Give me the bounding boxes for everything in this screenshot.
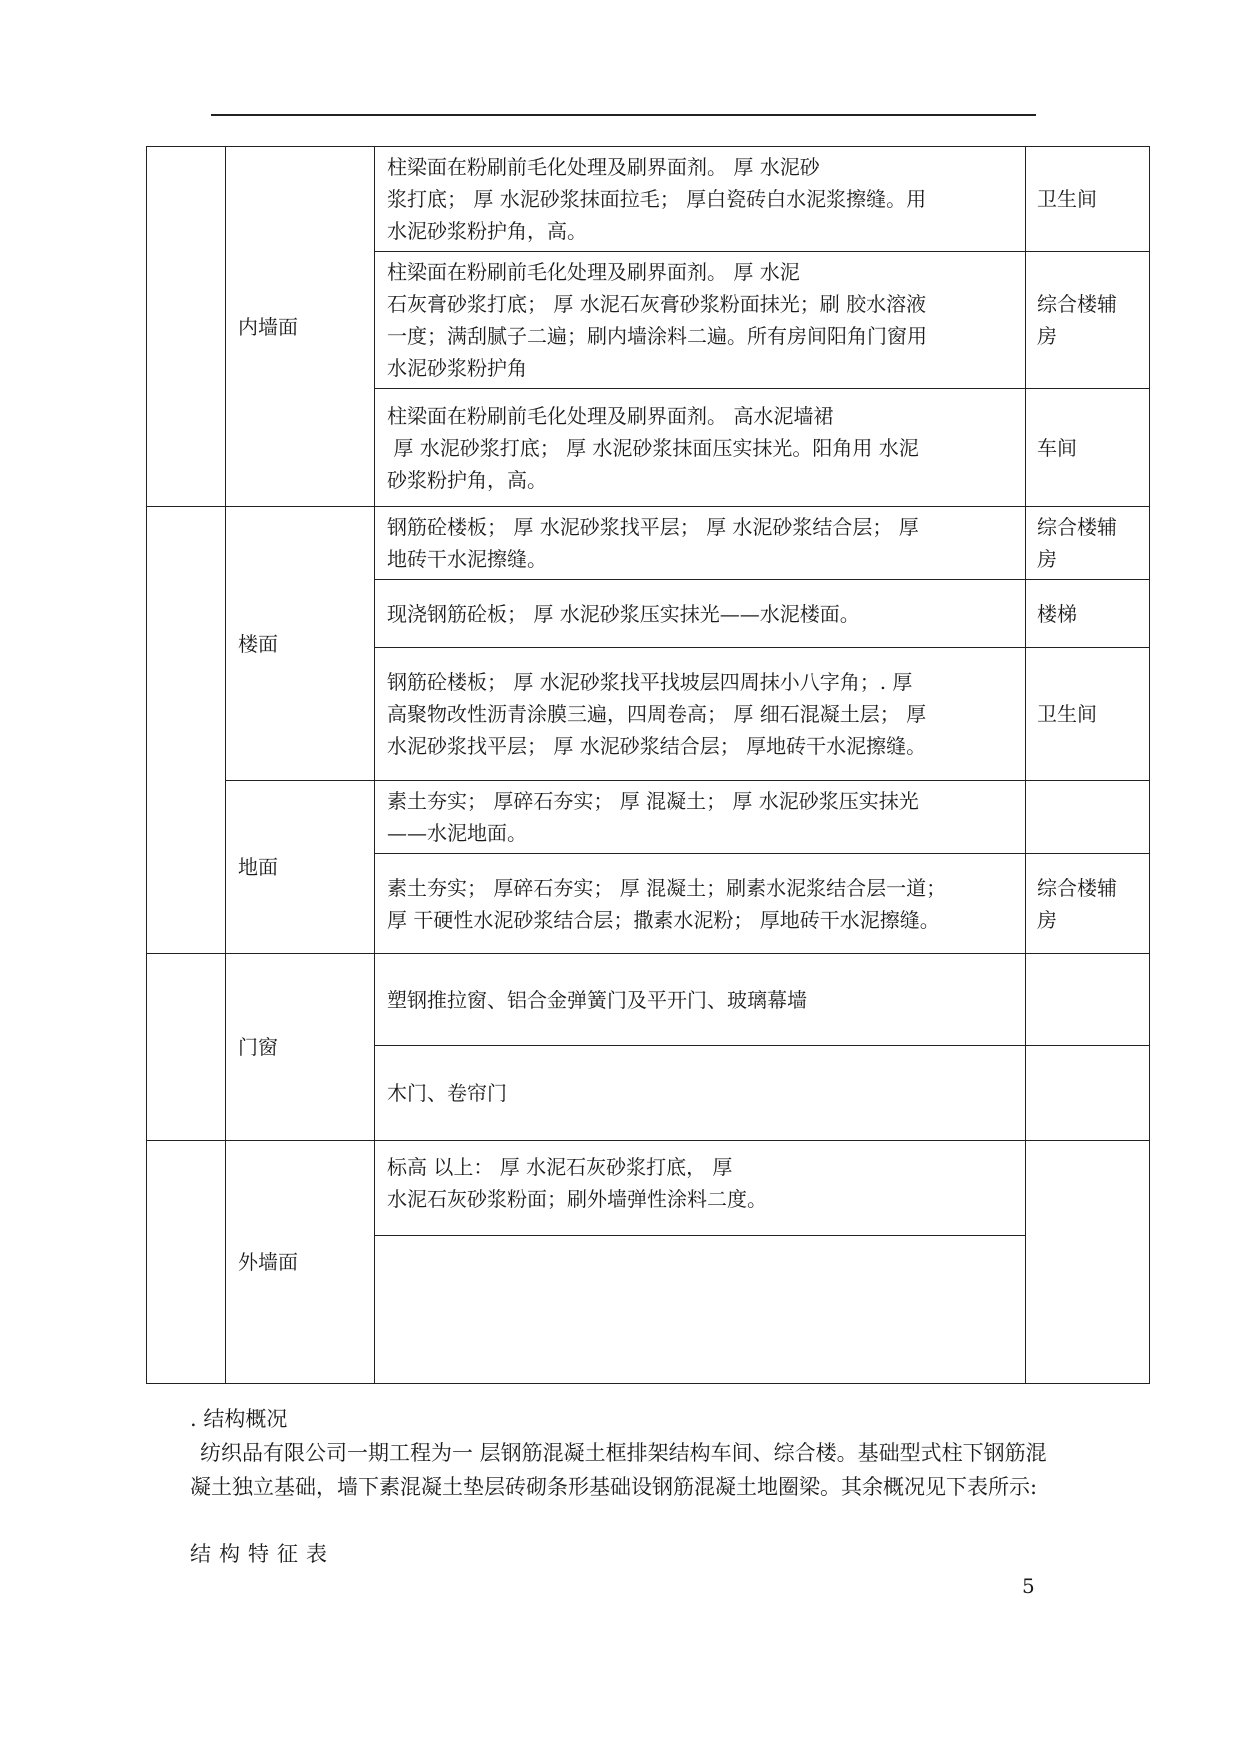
table-row	[147, 781, 1150, 854]
group-cell	[147, 147, 226, 507]
description-cell	[375, 389, 1026, 507]
category-cell: 地面	[226, 781, 375, 954]
location-cell	[1026, 954, 1150, 1046]
section-title: . 结构概况	[190, 1407, 288, 1431]
location-line: 房	[1037, 547, 1057, 571]
table-row	[147, 954, 1150, 1046]
group-cell	[147, 1141, 226, 1384]
description-cell: 塑钢推拉窗、铝合金弹簧门及平开门、玻璃幕墙	[375, 954, 1026, 1046]
location-cell	[1026, 1141, 1150, 1384]
description-cell	[375, 580, 1026, 648]
description-line: ——水泥地面。	[387, 821, 527, 845]
description-line: 素土夯实； 厚碎石夯实； 厚 混凝土； 厚 水泥砂浆压实抹光	[387, 789, 919, 813]
location-line: 综合楼辅	[1037, 875, 1117, 900]
category-cell: 楼面	[226, 507, 375, 781]
description-line: 柱梁面在粉刷前毛化处理及刷界面剂。 厚 水泥砂	[387, 155, 820, 179]
description-line: 水泥砂浆粉护角	[387, 356, 527, 380]
description-line: 钢筋砼楼板； 厚 水泥砂浆找平找坡层四周抹小八字角；. 厚	[387, 670, 913, 694]
description-cell	[375, 854, 1026, 954]
category-cell: 门窗	[226, 954, 375, 1141]
description-line: 柱梁面在粉刷前毛化处理及刷界面剂。 高水泥墙裙	[387, 403, 834, 428]
header-rule	[211, 114, 1036, 116]
category-cell: 外墙面	[226, 1141, 375, 1384]
location-cell	[1026, 854, 1150, 954]
location-line: 房	[1037, 324, 1057, 348]
description-line: 水泥砂浆粉护角，高。	[387, 219, 587, 243]
description-cell	[375, 1141, 1026, 1236]
page-number: 5	[1022, 1574, 1035, 1598]
location-cell	[1026, 252, 1150, 389]
description-line: 标高 以上： 厚 水泥石灰砂浆打底， 厚	[387, 1155, 733, 1179]
description-cell	[375, 1236, 1026, 1384]
location-cell: 楼梯	[1026, 580, 1150, 648]
table-row	[147, 507, 1150, 580]
description-line: 地砖干水泥擦缝。	[387, 547, 547, 571]
table-caption: 结构特征表	[190, 1542, 335, 1566]
location-cell: 卫生间	[1026, 648, 1150, 781]
description-line: 厚 水泥砂浆打底； 厚 水泥砂浆抹面压实抹光。阳角用 水泥	[387, 435, 919, 460]
location-line: 综合楼辅	[1037, 515, 1117, 539]
description-cell	[375, 507, 1026, 580]
location-line: 综合楼辅	[1037, 292, 1117, 316]
location-cell	[1026, 507, 1150, 580]
group-cell	[147, 507, 226, 954]
description-line: 素土夯实； 厚碎石夯实； 厚 混凝土；刷素水泥浆结合层一道；	[387, 875, 947, 900]
description-line: 砂浆粉护角，高。	[387, 467, 547, 492]
description-cell: 木门、卷帘门	[375, 1046, 1026, 1141]
table-row	[147, 147, 1150, 252]
description-cell	[375, 147, 1026, 252]
description-line: 石灰膏砂浆打底； 厚 水泥石灰膏砂浆粉面抹光；刷 胶水溶液	[387, 292, 927, 316]
description-cell	[375, 252, 1026, 389]
group-cell	[147, 954, 226, 1141]
location-cell	[1026, 1046, 1150, 1141]
finishes-table	[146, 146, 1150, 1384]
description-line: 钢筋砼楼板； 厚 水泥砂浆找平层； 厚 水泥砂浆结合层； 厚	[387, 515, 919, 539]
description-line: 高聚物改性沥青涂膜三遍，四周卷高； 厚 细石混凝土层； 厚	[387, 702, 927, 726]
table-row	[147, 1141, 1150, 1236]
description-line: 浆打底； 厚 水泥砂浆抹面拉毛； 厚白瓷砖白水泥浆擦缝。用	[387, 187, 927, 211]
location-cell	[1026, 781, 1150, 854]
description-line: 现浇钢筋砼板； 厚 水泥砂浆压实抹光——水泥楼面。	[387, 601, 860, 626]
location-line: 房	[1037, 907, 1057, 932]
description-line: 厚 干硬性水泥砂浆结合层；撒素水泥粉； 厚地砖干水泥擦缝。	[387, 907, 940, 932]
description-line: 水泥石灰砂浆粉面；刷外墙弹性涂料二度。	[387, 1187, 767, 1211]
description-cell	[375, 648, 1026, 781]
category-cell: 内墙面	[226, 147, 375, 507]
section-paragraph: 纺织品有限公司一期工程为一 层钢筋混凝土框排架结构车间、综合楼。基础型式柱下钢筋混凝土独立基础，墙下素混凝土垫层砖砌条形基础设钢筋混凝土地圈梁。其余概况见下表所示:	[190, 1441, 1047, 1499]
description-line: 一度；满刮腻子二遍；刷内墙涂料二遍。所有房间阳角门窗用	[387, 324, 927, 348]
description-cell	[375, 781, 1026, 854]
description-line: 水泥砂浆找平层； 厚 水泥砂浆结合层； 厚地砖干水泥擦缝。	[387, 734, 927, 758]
location-cell: 卫生间	[1026, 147, 1150, 252]
description-line: 柱梁面在粉刷前毛化处理及刷界面剂。 厚 水泥	[387, 260, 800, 284]
location-cell: 车间	[1026, 389, 1150, 507]
